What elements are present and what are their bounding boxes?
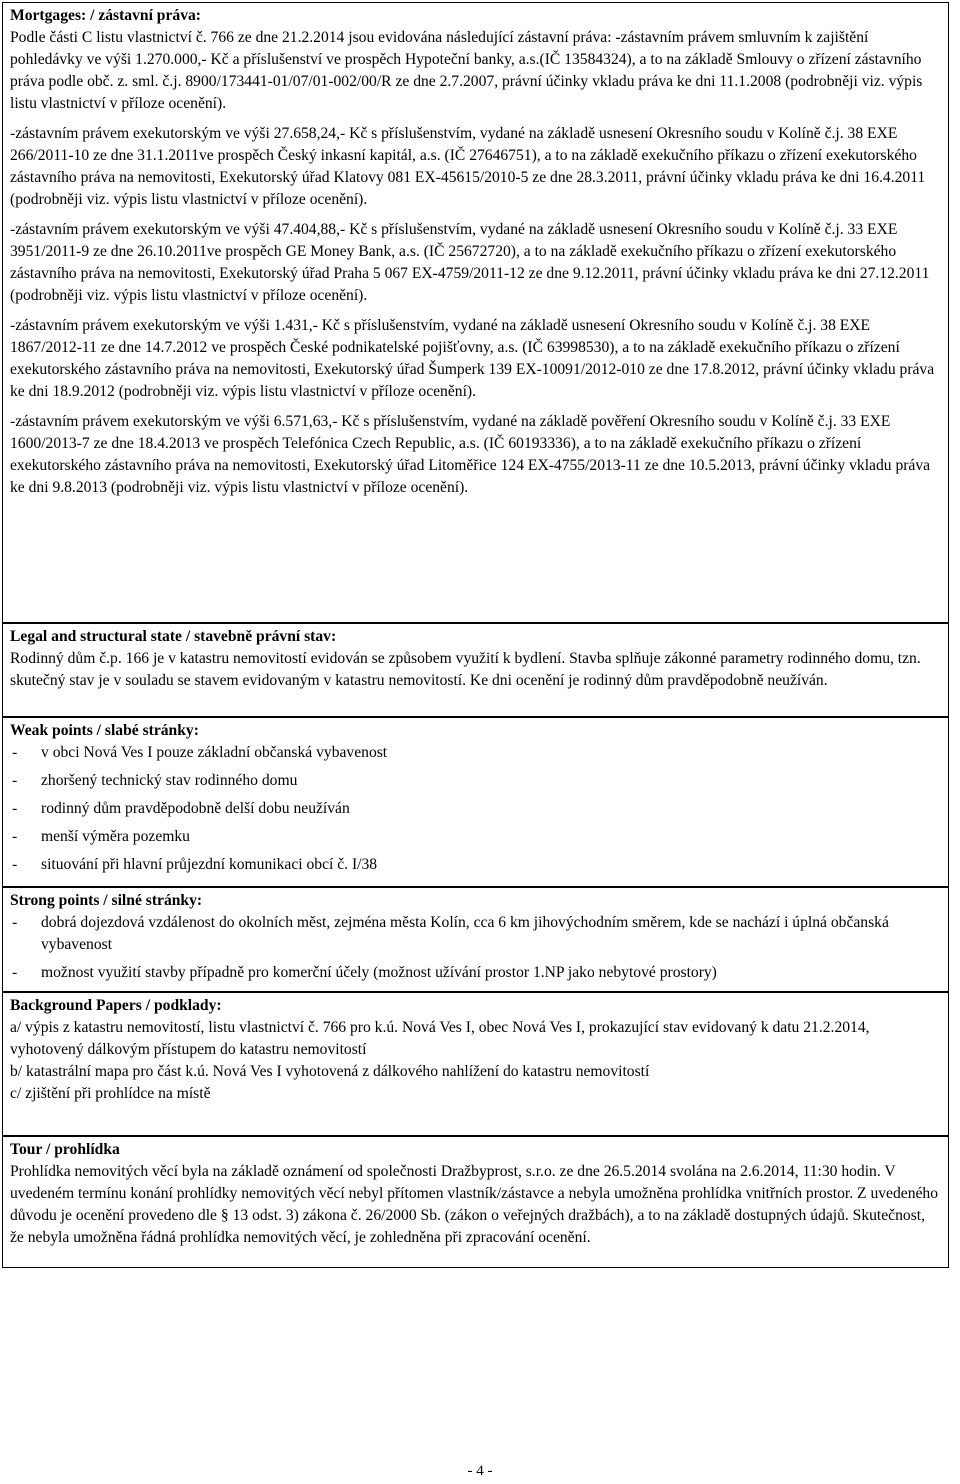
legal-state-section	[2, 623, 949, 717]
tour-section	[2, 1136, 949, 1268]
mortgages-heading: Mortgages: / zástavní práva:	[10, 7, 201, 24]
strong-point-item	[10, 962, 942, 984]
dash-marker: -	[12, 856, 18, 873]
legal-state-heading: Legal and structural state / stavebně právní stav:	[10, 628, 337, 645]
dash-marker: -	[12, 964, 18, 981]
strong-point-text: dobrá dojezdová vzdálenost do okolních měst, zejména města Kolín, cca 6 km jihovýchodním směrem, kde se nachází i úplná občanská vybavenost	[41, 914, 889, 953]
background-papers-heading: Background Papers / podklady:	[10, 997, 222, 1014]
weak-points-heading: Weak points / slabé stránky:	[10, 722, 199, 739]
page-number: - 4 -	[467, 1463, 493, 1479]
weak-point-text: zhoršený technický stav rodinného domu	[41, 772, 298, 789]
strong-points-list	[10, 912, 942, 984]
dash-marker: -	[12, 914, 18, 931]
dash-marker: -	[12, 800, 18, 817]
mortgages-section	[2, 2, 949, 623]
mortgage-entry-4: -zástavním právem exekutorským ve výši 1.431,- Kč s příslušenstvím, vydané na základě usnesení Okresního soudu v Kolíně č.j. 38 EXE 1867/2012-11 ze dne 14.7.2012 ve prospěch České podnikatelské pojišťovny, a.s. (IČ 63998530), a to na základě exekučního příkazu o zřízení exekutorského zástavního práva na nemovitosti, Exekutorský úřad Šumperk 139 EX-10091/2012-010 ze dne 17.8.2012, právní účinky vkladu práva ke dni 18.9.2012 (podrobněji viz. výpis listu vlastnictví v příloze ocenění).	[10, 317, 935, 400]
weak-point-item	[10, 798, 942, 820]
tour-heading: Tour / prohlídka	[10, 1141, 120, 1158]
strong-point-item	[10, 912, 942, 956]
dash-marker: -	[12, 828, 18, 845]
weak-point-item	[10, 770, 942, 792]
weak-point-text: situování při hlavní průjezdní komunikaci obcí č. I/38	[41, 856, 378, 873]
dash-marker: -	[12, 744, 18, 761]
background-item: b/ katastrální mapa pro část k.ú. Nová Ves I vyhotovená z dálkového nahlížení do katastru nemovitostí	[10, 1063, 650, 1080]
strong-points-heading: Strong points / silné stránky:	[10, 892, 203, 909]
strong-points-section	[2, 887, 949, 992]
mortgage-entry-3: -zástavním právem exekutorským ve výši 47.404,88,- Kč s příslušenstvím, vydané na základě usnesení Okresního soudu v Kolíně č.j. 33 EXE 3951/2011-9 ze dne 26.10.2011ve prospěch GE Money Bank, a.s. (IČ 25672720), a to na základě exekučního příkazu o zřízení exekutorského zástavního práva na nemovitosti, Exekutorský úřad Praha 5 067 EX-4759/2011-12 ze dne 9.12.2011, právní účinky vkladu práva ke dni 27.12.2011 (podrobněji viz. výpis listu vlastnictví v příloze ocenění).	[10, 221, 930, 304]
weak-point-item	[10, 826, 942, 848]
mortgages-intro-paragraph: Podle části C listu vlastnictví č. 766 ze dne 21.2.2014 jsou evidována následující zástavní práva: -zástavním právem smluvním k zajištění pohledávky ve výši 1.270.000,- Kč a příslušenství ve prospěch Hypoteční banky, a.s.(IČ 13584324), a to na základě Smlouvy o zřízení zástavního práva podle obč. z. sml. č.j. 8900/173441-01/07/01-002/00/R ze dne 2.7.2007, právní účinky vkladu práva ke dni 11.1.2008 (podrobněji viz. výpis listu vlastnictví v příloze ocenění).	[10, 29, 923, 112]
weak-point-text: v obci Nová Ves I pouze základní občanská vybavenost	[41, 744, 388, 761]
strong-point-text: možnost využití stavby případně pro komerční účely (možnost užívání prostor 1.NP jako nebytové prostory)	[41, 964, 717, 981]
weak-point-item	[10, 854, 942, 876]
background-item: c/ zjištění při prohlídce na místě	[10, 1085, 211, 1102]
weak-point-text: rodinný dům pravděpodobně delší dobu neužíván	[41, 800, 350, 817]
tour-text: Prohlídka nemovitých věcí byla na základě oznámení od společnosti Dražbyprost, s.r.o. ze dne 26.5.2014 svolána na 2.6.2014, 11:30 hodin. V uvedeném termínu konání prohlídky nemovitých věcí nebyl přítomen vlastník/zástavce a nebyla umožněna prohlídka vnitřních prostor. Z uvedeného důvodu je ocenění provedeno dle § 13 odst. 3) zákona č. 26/2000 Sb. (zákon o veřejných dražbách), a to na základě dostupných údajů. Skutečnost, že nebyla umožněna řádná prohlídka nemovitých věcí, je zohledněna při zpracování ocenění.	[10, 1163, 939, 1246]
weak-point-item	[10, 742, 942, 764]
weak-points-section	[2, 717, 949, 887]
dash-marker: -	[12, 772, 18, 789]
mortgage-entry-5: -zástavním právem exekutorským ve výši 6.571,63,- Kč s příslušenstvím, vydané na základě pověření Okresního soudu v Kolíně č.j. 33 EXE 1600/2013-7 ze dne 18.4.2013 ve prospěch Telefónica Czech Republic, a.s. (IČ 60193336), a to na základě exekučního příkazu o zřízení exekutorského zástavního práva na nemovitosti, Exekutorský úřad Litoměřice 124 EX-4755/2013-11 ze dne 10.5.2013, právní účinky vkladu práva ke dni 9.8.2013 (podrobněji viz. výpis listu vlastnictví v příloze ocenění).	[10, 413, 931, 496]
legal-state-text: Rodinný dům č.p. 166 je v katastru nemovitostí evidován se způsobem využití k bydlení. Stavba splňuje zákonné parametry rodinného domu, tzn. skutečný stav je v souladu se stavem evidovaným v katastru nemovitostí. Ke dni ocenění je rodinný dům pravděpodobně neužíván.	[10, 650, 921, 689]
background-item: a/ výpis z katastru nemovitostí, listu vlastnictví č. 766 pro k.ú. Nová Ves I, obec Nová Ves I, prokazující stav evidovaný k datu 21.2.2014, vyhotovený dálkovým přístupem do katastru nemovitostí	[10, 1019, 870, 1058]
background-papers-section	[2, 992, 949, 1136]
weak-point-text: menší výměra pozemku	[41, 828, 190, 845]
weak-points-list	[10, 742, 942, 876]
mortgage-entry-2: -zástavním právem exekutorským ve výši 27.658,24,- Kč s příslušenstvím, vydané na základě usnesení Okresního soudu v Kolíně č.j. 38 EXE 266/2011-10 ze dne 31.1.2011ve prospěch Český inkasní kapitál, a.s. (IČ 27646751), a to na základě exekučního příkazu o zřízení exekutorského zástavního práva na nemovitosti, Exekutorský úřad Klatovy 081 EX-45615/2010-5 ze dne 28.3.2011, právní účinky vkladu práva ke dni 16.4.2011 (podrobněji viz. výpis listu vlastnictví v příloze ocenění).	[10, 125, 926, 208]
